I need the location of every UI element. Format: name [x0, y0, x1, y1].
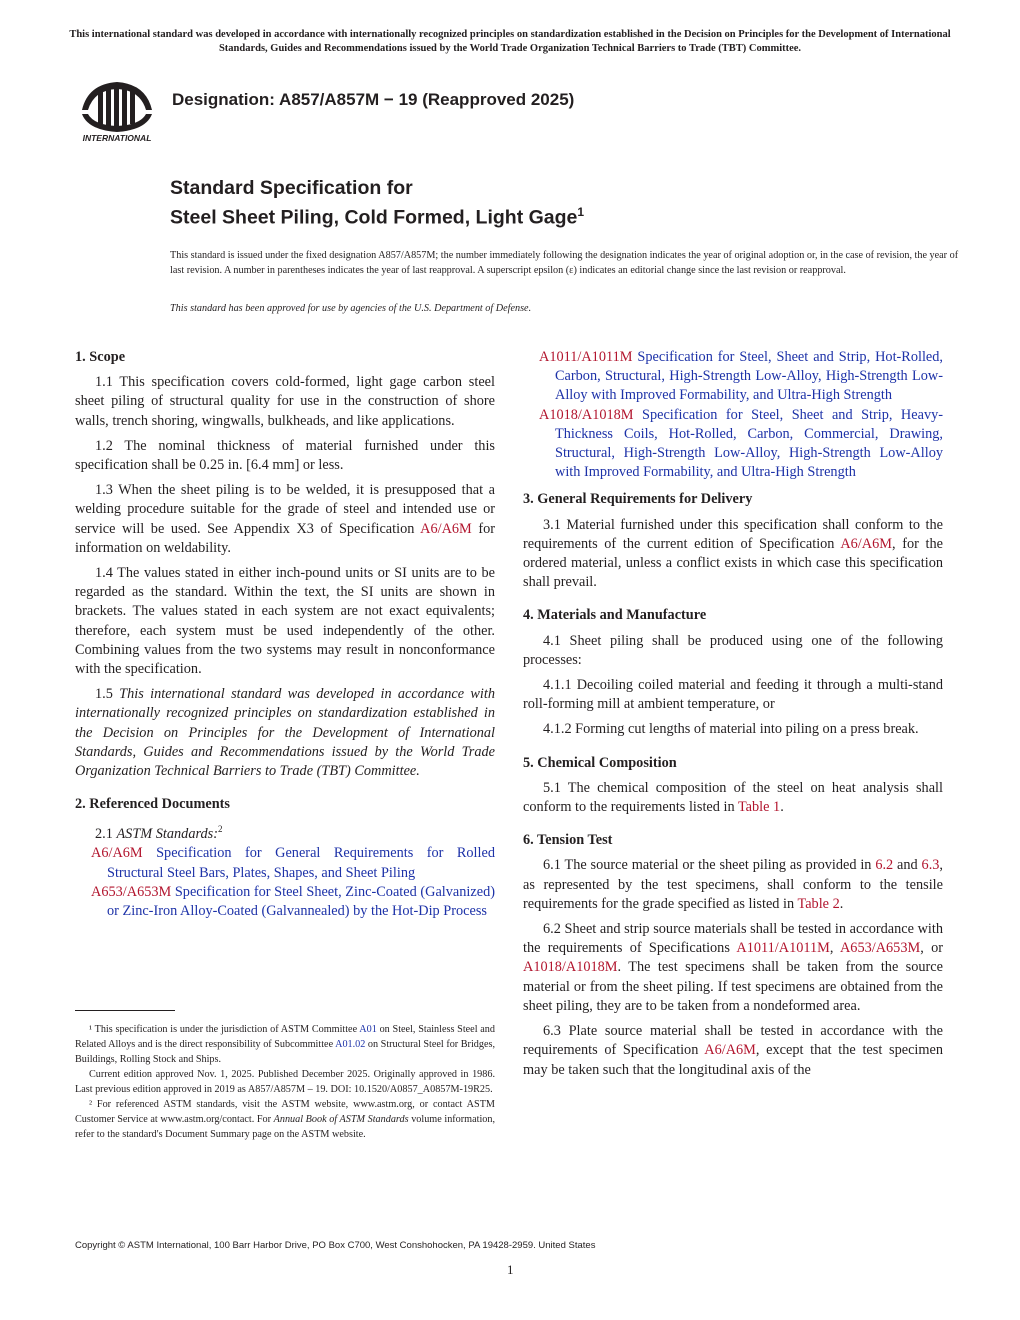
document-title: [170, 176, 584, 230]
paragraph: 4.1.1 Decoiling coiled material and feeding it through a multi-stand roll-forming mill at ambient temperature, or: [523, 677, 943, 713]
reference-link[interactable]: A653/A653M: [839, 940, 921, 957]
paragraph: 4.1 Sheet piling shall be produced using one of the following processes:: [523, 632, 943, 668]
paragraph: 1.5 This international standard was developed in accordance with internationally recognized principles on standardization established in the Decision on Principles for the Development of International Standards, Guides and Recommendations issued by the World Trade Organization Technical Barriers to Trade (TBT) Committee.: [75, 686, 495, 780]
section-link[interactable]: 6.3: [921, 857, 940, 874]
reference-entry[interactable]: A1011/A1011M Specification for Steel, Sheet and Strip, Hot-Rolled, Carbon, Structural, High-Strength Low-Alloy, High-Strength Low-Alloy with Improved Formability, and Ultra-High Strength: [539, 349, 943, 404]
reference-link[interactable]: A1011/A1011M: [736, 940, 830, 957]
reference-entry[interactable]: A6/A6M Specification for General Requirements for Rolled Structural Steel Bars, Plates, Shapes, and Sheet Piling: [91, 845, 495, 881]
paragraph: 2.1 ASTM Standards:$^2$: [95, 824, 223, 843]
paragraph: 6.3 Plate source material shall be tested in accordance with the requirements of Specification A6/A6M, except that the test specimen may be taken such that the longitudinal axis of the: [523, 1023, 944, 1078]
section-heading: 4. Materials and Manufacture: [523, 607, 707, 624]
footnote-mark[interactable]: 2: [218, 824, 223, 835]
paragraph: 1.4 The values stated in either inch-pound units or SI units are to be regarded as the standard. Within the text, the SI units are shown in brackets. The values stated in each system are not exact equivalents; therefore, each system must be used independently of the other. Combining values from the two systems may result in nonconformance with the specification.: [75, 565, 495, 678]
copyright-footer: Copyright © ASTM International, 100 Barr Harbor Drive, PO Box C700, West Conshohocken, PA 19428-2959. United States: [75, 1240, 596, 1251]
reference-entry[interactable]: A1018/A1018M Specification for Steel, Sheet and Strip, Heavy-Thickness Coils, Hot-Rolled, Carbon, Commercial, Drawing, Structural, High-Strength Low-Alloy, High-Strength Low-Alloy with Improved Formability, and Ultra-High Strength: [539, 406, 943, 481]
section-heading: 2. Referenced Documents: [75, 796, 230, 813]
paragraph: 5.1 The chemical composition of the steel on heat analysis shall conform to the requirements listed in Table 1.: [523, 779, 943, 816]
title-footnote-mark[interactable]: 1: [577, 205, 585, 219]
logo-wordmark: INTERNATIONAL: [82, 133, 152, 143]
reference-link[interactable]: A01: [359, 1024, 377, 1035]
section-heading: 1. Scope: [75, 349, 126, 365]
footnotes: [75, 1022, 495, 1142]
astm-logo-icon: [76, 74, 158, 144]
paragraph: 1.2 The nominal thickness of material furnished under this specification shall be 0.25 in. [6.4 mm] or less.: [75, 437, 495, 474]
reference-link[interactable]: A01.02: [335, 1039, 366, 1050]
reference-link[interactable]: A6/A6M: [840, 535, 892, 552]
footnote-1: ¹ This specification is under the jurisdiction of ASTM Committee A01 on Steel, Stainless Steel and Related Alloys and is the direct responsibility of Subcommittee A01.02 on Structural Steel for Bridges, Buildings, Rolling Stock and Ships.: [75, 1024, 495, 1065]
reference-link[interactable]: A6/A6M: [704, 1042, 756, 1059]
page-number: 1: [507, 1262, 514, 1277]
title-line-1: Standard Specification for: [170, 177, 413, 199]
right-column: [523, 348, 943, 1086]
title-line-2: Steel Sheet Piling, Cold Formed, Light Gage$^1$: [170, 205, 585, 229]
section-link[interactable]: 6.2: [875, 857, 894, 874]
approved-note: This standard has been approved for use by agencies of the U.S. Department of Defense.: [170, 303, 532, 314]
footnote-divider: [75, 1010, 175, 1011]
paragraph: 1.1 This specification covers cold-formed, light gage carbon steel sheet piling of structural quality for use in the construction of shore walls, trench shoring, wingwalls, bulkheads, and like applications.: [75, 374, 495, 429]
footnote-2: ² For referenced ASTM standards, visit the ASTM website, www.astm.org, or contact ASTM Customer Service at www.astm.org/contact. For Annual Book of ASTM Standards volume information, refer to the standard's Document Summary page on the ASTM website.: [75, 1099, 496, 1140]
section-heading: 5. Chemical Composition: [523, 754, 677, 771]
left-column: [75, 348, 495, 921]
table-link[interactable]: Table 2: [797, 895, 840, 912]
reference-link[interactable]: A6/A6M: [420, 520, 472, 537]
paragraph: 6.1 The source material or the sheet piling as provided in 6.2 and 6.3, as represented by the test specimens, shall conform to the tensile requirements for the grade specified as listed in Table 2.: [523, 857, 943, 912]
footnote-1-edition: Current edition approved Nov. 1, 2025. Published December 2025. Originally approved in 1986. Last previous edition approved in 2019 as A857/A857M – 19. DOI: 10.1520/A0857_A0857M-19R25.: [75, 1069, 495, 1095]
designation: Designation: A857/A857M − 19 (Reapproved 2025): [172, 90, 575, 109]
paragraph: 6.2 Sheet and strip source materials shall be tested in accordance with the requirements of Specifications A1011/A1011M, A653/A653M, or A1018/A1018M. The test specimens shall be taken from the source material or from the sheet piling. If test specimens are obtained from the sheet piling, they are to be taken from a nondeformed area.: [523, 921, 943, 1014]
issued-note: This standard is issued under the fixed designation A857/A857M; the number immediately following the designation indicates the year of original adoption or, in the case of revision, the year of last revision. A number in parentheses indicates the year of last reapproval. A superscript epsilon (ε) indicates an editorial change since the last revision or reapproval.: [170, 250, 959, 276]
paragraph: 4.1.2 Forming cut lengths of material into piling on a press break.: [543, 721, 919, 738]
reference-entry[interactable]: A653/A653M Specification for Steel Sheet, Zinc-Coated (Galvanized) or Zinc-Iron Alloy-Coated (Galvannealed) by the Hot-Dip Process: [91, 883, 495, 920]
table-link[interactable]: Table 1: [737, 799, 781, 816]
section-heading: 3. General Requirements for Delivery: [523, 491, 753, 508]
reference-link[interactable]: A1018/A1018M: [523, 959, 618, 976]
section-heading: 6. Tension Test: [523, 832, 613, 849]
paragraph: 1.3 When the sheet piling is to be welded, it is presupposed that a welding procedure suitable for the grade of steel and intended use or service will be used. See Appendix X3 of Specification A6/A6M for information on weldability.: [75, 482, 495, 556]
wto-notice: This international standard was developed in accordance with internationally recognized principles on standardization established in the Decision on Principles for the Development of International Standards, Guides and Recommendations issued by the World Trade Organization Technical Barriers to Trade (TBT) Committee.: [69, 29, 951, 54]
paragraph: 3.1 Material furnished under this specification shall conform to the requirements of the current edition of Specification A6/A6M, for the ordered material, unless a conflict exists in which case this specification shall prevail.: [523, 516, 943, 591]
